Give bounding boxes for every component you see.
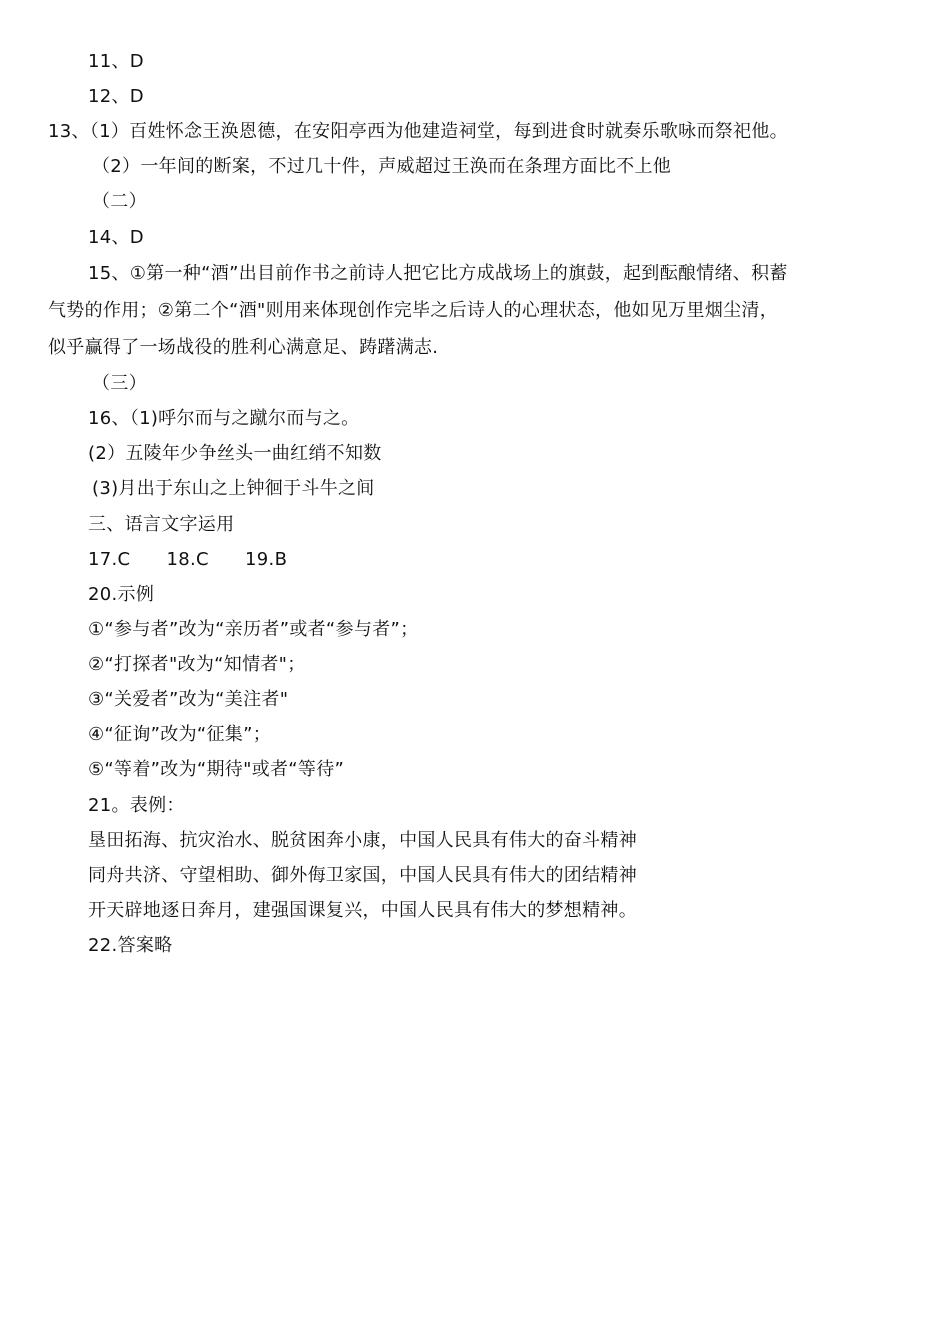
section-heading-3: （三） (92, 373, 147, 394)
answer-21-heading: 21。表例： (88, 795, 185, 816)
answer-15-line3: 似乎赢得了一场战役的胜利心满意足、踌躇满志. (48, 337, 439, 358)
answer-16-part3: (3)月出于东山之上钟徊于斗牛之间 (92, 478, 375, 499)
answer-20-item4: ④“征询”改为“征集”； (88, 724, 272, 745)
answer-12: 12、D (88, 86, 144, 107)
answer-13-part1: 13、（1）百姓怀念王涣恩德，在安阳亭西为他建造祠堂，每到进食时就奏乐歌咏而祭祀他。 (48, 121, 788, 142)
answer-21-line1: 垦田拓海、抗灾治水、脱贫困奔小康，中国人民具有伟大的奋斗精神 (88, 830, 637, 851)
answers-17-19: 17.C 18.C 19.B (88, 549, 288, 570)
answer-20-item2: ②“打探者"改为“知情者"； (88, 654, 306, 675)
answer-20-heading: 20.示例 (88, 584, 155, 605)
answer-20-item3: ③“关爱者”改为“美注者" (88, 689, 289, 710)
answer-21-line3: 开天辟地逐日奔月，建强国课复兴，中国人民具有伟大的梦想精神。 (88, 900, 637, 921)
answer-20-item5: ⑤“等着”改为“期待"或者“等待” (88, 759, 345, 780)
answer-22: 22.答案略 (88, 935, 173, 956)
answer-20-item1: ①“参与者”改为“亲历者”或者“参与者”； (88, 619, 419, 640)
answer-16-part2: (2）五陵年少争丝头一曲红绡不知数 (88, 443, 382, 464)
section-heading-2: （二） (92, 191, 147, 212)
answer-16-part1: 16、（1)呼尔而与之蹴尔而与之。 (88, 408, 360, 429)
answer-15-line2: 气势的作用；②第二个“酒"则用来体现创作完毕之后诗人的心理状态，他如见万里烟尘清， (48, 300, 779, 321)
answer-21-line2: 同舟共济、守望相助、御外侮卫家国，中国人民具有伟大的团结精神 (88, 865, 637, 886)
answer-13-part2: （2）一年间的断案，不过几十件，声威超过王涣而在条理方面比不上他 (92, 156, 672, 177)
answer-15-line1: 15、①第一种“酒”出目前作书之前诗人把它比方成战场上的旗鼓，起到酝酿情绪、积蓄 (88, 263, 788, 284)
answer-11: 11、D (88, 51, 144, 72)
answer-14: 14、D (88, 227, 144, 248)
part-heading-language-use: 三、语言文字运用 (88, 514, 235, 535)
